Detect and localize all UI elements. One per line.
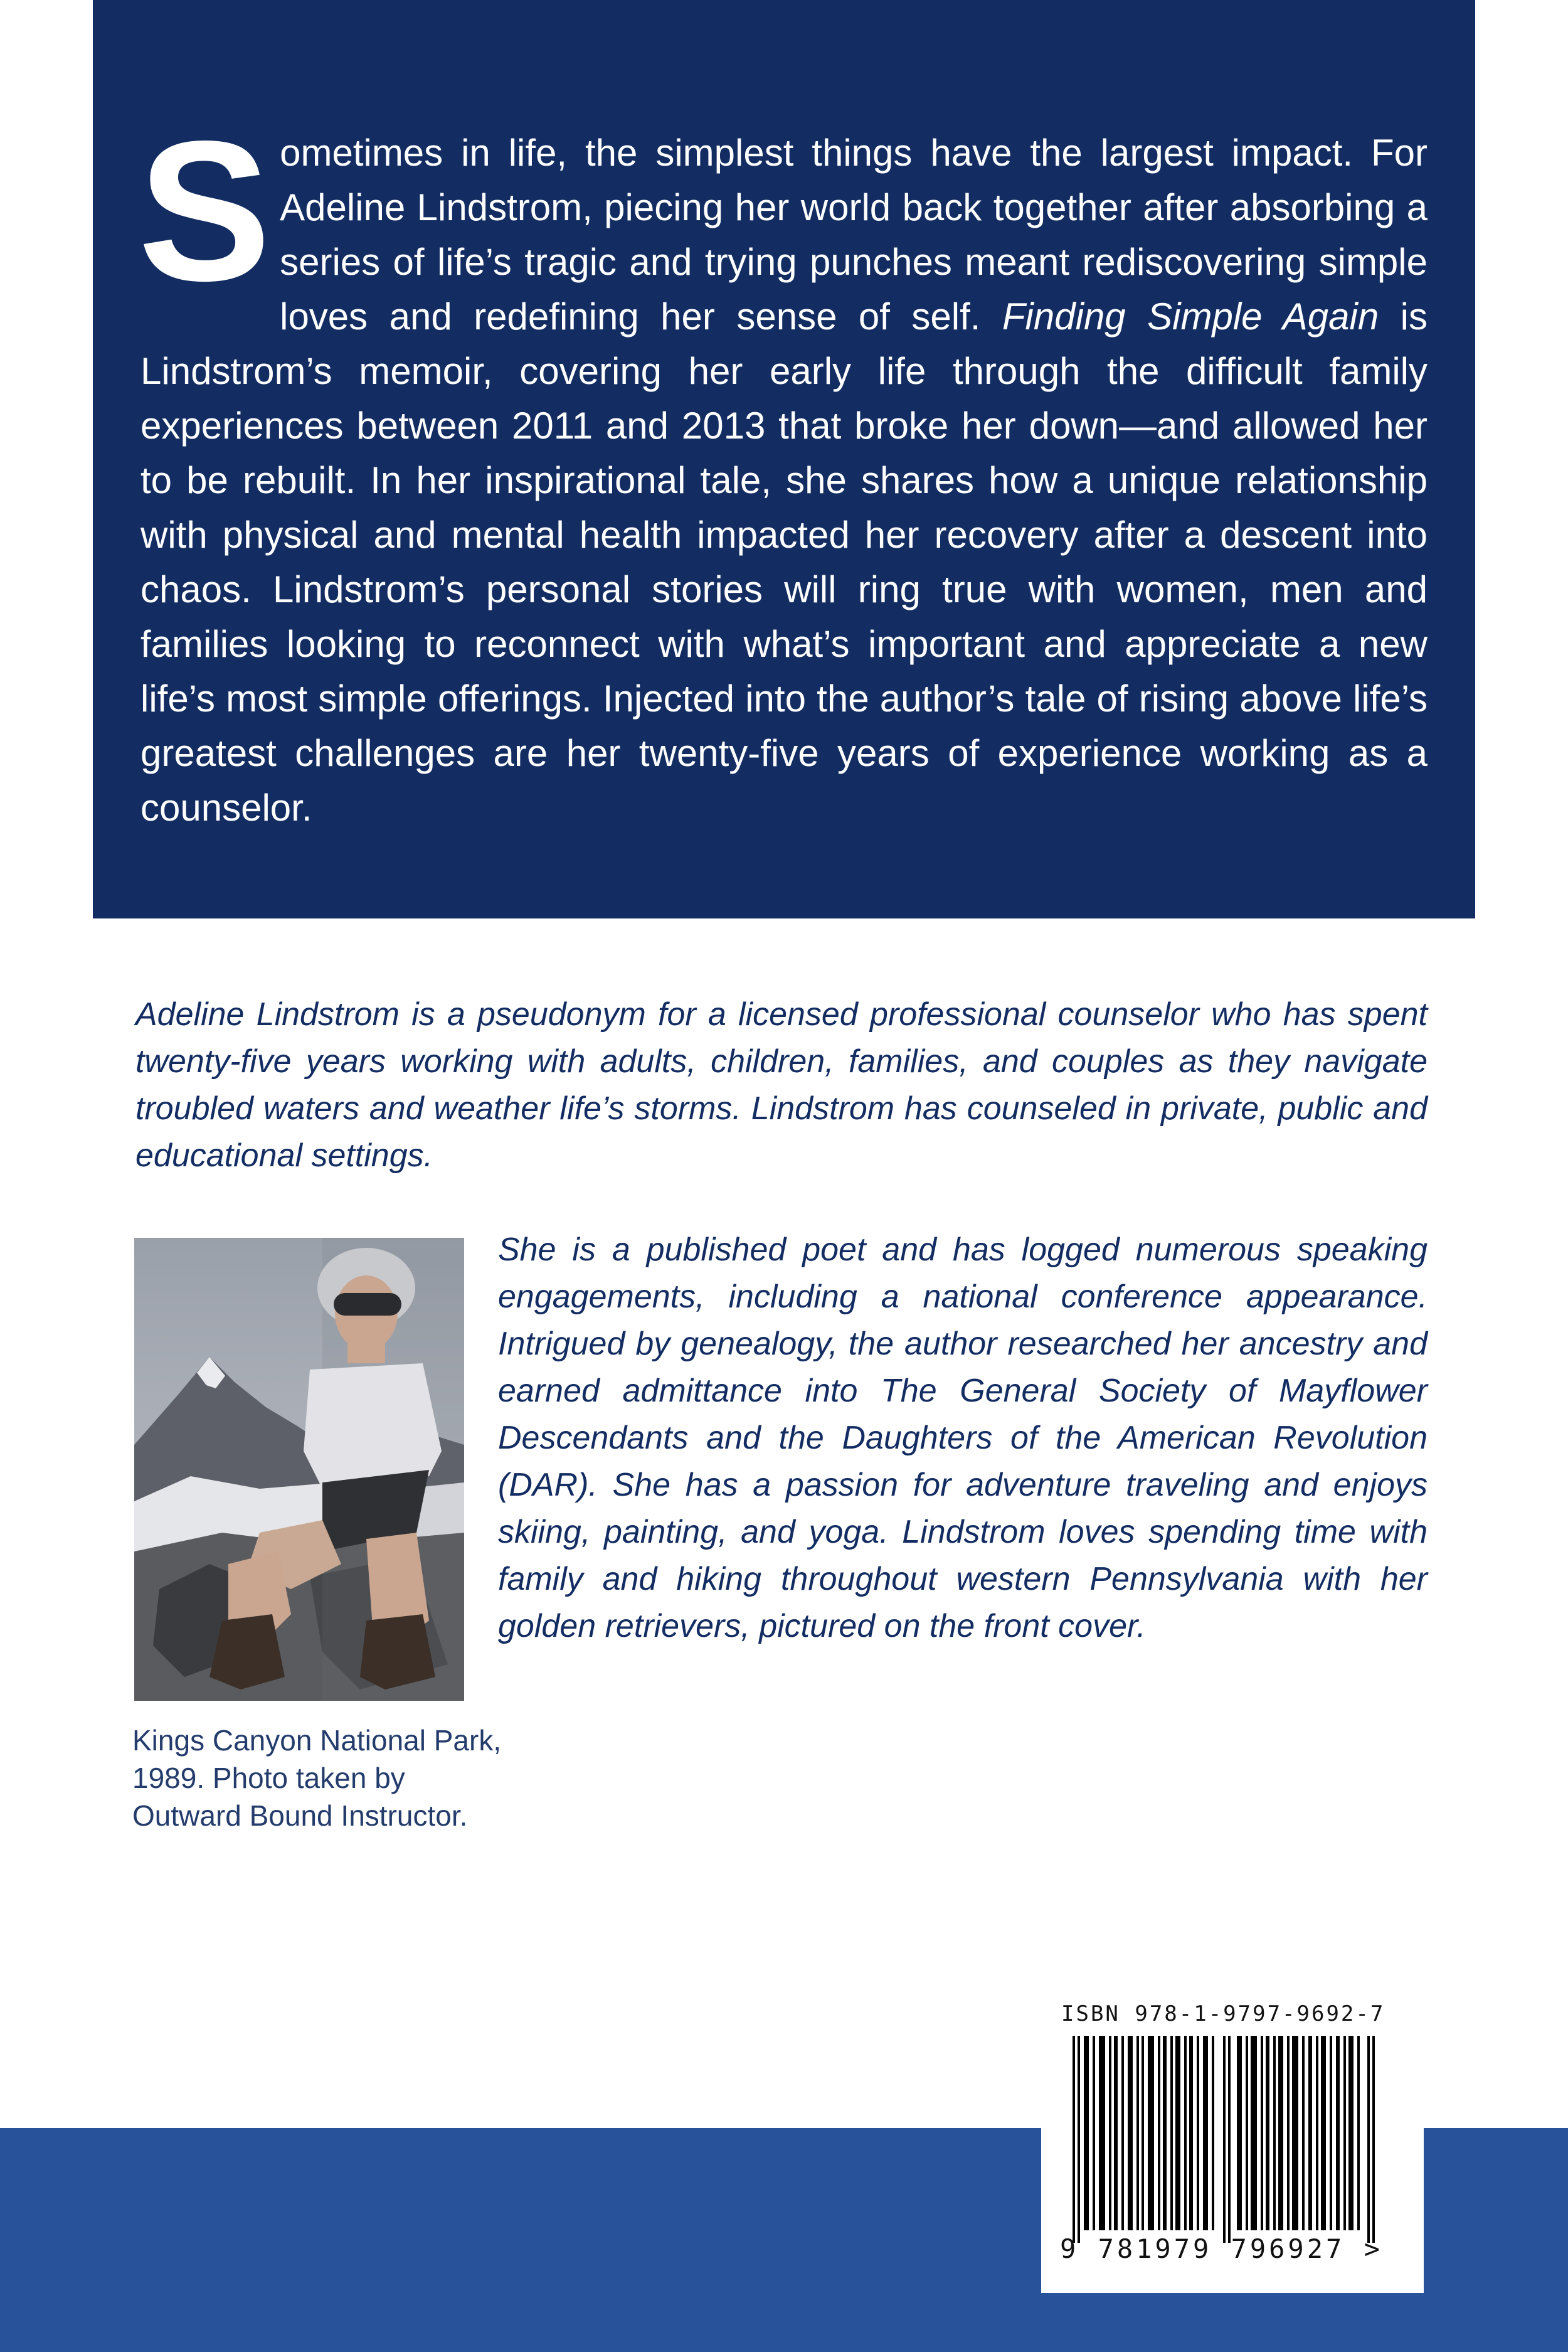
isbn-barcode [1041,2001,1424,2293]
drop-cap: S [138,100,272,322]
photo-caption: Kings Canyon National Park, 1989. Photo taken by Outward Bound Instructor. [132,1724,502,1832]
description-panel [93,0,1475,918]
book-description [138,100,1428,835]
author-photo [134,1238,464,1701]
author-bio-paragraph-1: Adeline Lindstrom is a pseudonym for a licensed professional counselor who has spent twenty-five years working with adults, children, families, and couples as they navigate troubled waters and weather life’s storms. Lindstrom has counseled in private, public and educational settings. [135,996,1428,1174]
description-part-1: ometimes in life, the simplest things have the largest impact. For Adeline Lindstrom, piecing her world back together after absorbing a series of life’s tragic and trying punches meant rediscovering simple loves and redefining her sense of self. [280,132,1428,338]
book-title: Finding Simple Again [1002,295,1379,338]
barcode-digits: 9 781979 796927 > [1060,2233,1383,2264]
description-part-2: is Lindstrom’s memoir, covering her early life through the difficult family experiences between 2011 and 2013 that broke her down—and allowed her to be rebuilt. In her inspirational tale, she shares how a unique relationship with physical and mental health impacted her recovery after a descent into chaos. Lindstrom’s personal stories will ring true with women, men and families looking to reconnect with what’s important and appreciate a new life’s most simple offerings. Injected into the author’s tale of rising above life’s greatest challenges are her twenty-five years of experience working as a counselor. [140,295,1428,829]
author-bio-paragraph-2: She is a published poet and has logged numerous speaking engagements, including a national conference appearance. Intrigued by genealogy, the author researched her ancestry and earned admittance into The General Society of Mayflower Descendants and the Daughters of the American Revolution (DAR). She has a passion for adventure traveling and enjoys skiing, painting, and yoga. Lindstrom loves spending time with family and hiking throughout western Pennsylvania with her golden retrievers, pictured on the front cover. [498,1232,1428,1644]
isbn-label: ISBN 978-1-9797-9692-7 [1061,2001,1385,2026]
